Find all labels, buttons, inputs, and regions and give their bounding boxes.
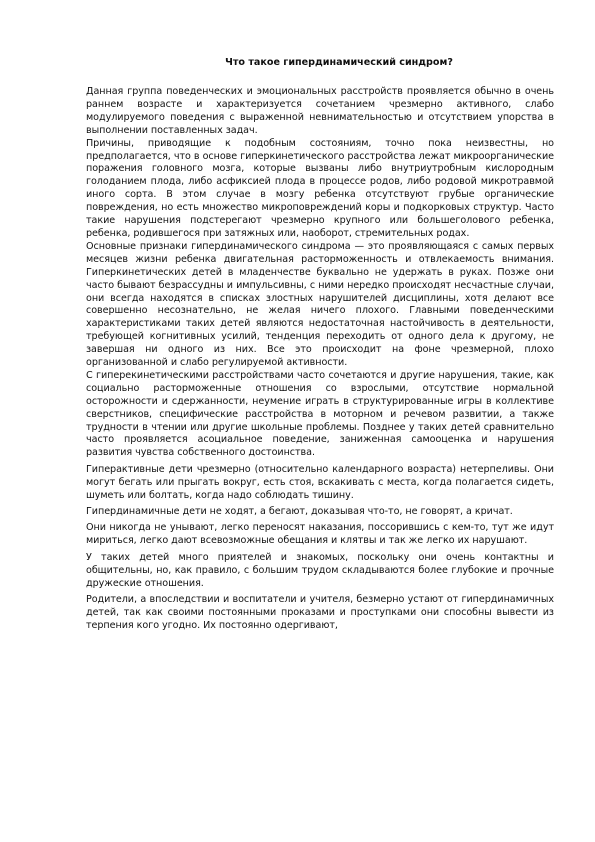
paragraph-running: Гипердинамичные дети не ходят, а бегают, доказывая что-то, не говорят, а кричат. — [86, 506, 513, 517]
paragraph-never-discouraged: Они никогда не унывают, легко переносят наказания, поссорившись с кем-то, тут же идут мириться, легко дают всевозможные обещания и клятвы и так же легко их нарушают. — [86, 522, 554, 547]
paragraph-impatience: Гиперактивные дети чрезмерно (относительно календарного возраста) нетерпеливы. Они могут бегать или прыгать вокруг, есть стоя, вскакивать с места, когда полагается сидеть, шуметь или болтать, когда надо соблюдать тишину. — [86, 463, 554, 501]
paragraph-comorbid-disorders: С гиперекинетическими расстройствами часто сочетаются и другие нарушения, такие, как социально расторможенные отношения со взрослыми, отсутствие нормальной осторожности и сдержанности, неумение играть в структурированные игры в коллективе сверстников, специфические расстройства в моторном и речевом развитии, а также трудности в чтении или другие школьные проблемы. Позднее у таких детей сравнительно часто проявляется асоциальное поведение, заниженная самооценка и нарушения развития чувства собственного достоинства. — [86, 369, 554, 459]
document-page — [86, 56, 554, 633]
paragraph-friends: У таких детей много приятелей и знакомых, поскольку они очень контактны и общительны, но, как правило, с большим трудом складываются более глубокие и прочные дружеские отношения. — [86, 551, 554, 589]
paragraph-causes: Причины, приводящие к подобным состояниям, точно пока неизвестны, но предполагается, что в основе гиперкинетического расстройства лежат микроорганические поражения головного мозга, которые вызваны либо внутриутробным кислородным голоданием плода, либо асфиксией плода в процессе родов, либо родовой микротравмой иного сорта. В этом случае в мозгу ребенка отсутствуют грубые органические повреждения, но есть множество микроповреждений коры и подкорковых структур. Часто такие нарушения подстерегают чрезмерно крупного или большеголового ребенка, ребенка, родившегося при затяжных или, наоборот, стремительных родах. — [86, 137, 554, 239]
paragraph-intro: Данная группа поведенческих и эмоциональных расстройств проявляется обычно в очень раннем возрасте и характеризуется сочетанием чрезмерно активного, слабо модулируемого поведения с выраженной невнимательностью и отсутствием упорства в выполнении поставленных задач. — [86, 86, 554, 136]
document-title: Что такое гипердинамический синдром? — [225, 57, 453, 68]
paragraph-main-signs: Основные признаки гипердинамического синдрома — это проявляющаяся с самых первых месяцев жизни ребенка двигательная расторможенность и отвлекаемость внимания. Гиперкинетических детей в младенчестве буквально не удержать в руках. Позже они часто бывают безрассудны и импульсивны, с ними нередко происходят несчастные случаи, они всегда находятся в списках злостных нарушителей дисциплины, хотя делают все совершенно несознательно, не желая ничего плохого. Главными поведенческими характеристиками таких детей являются недостаточная настойчивость в деятельности, требующей когнитивных усилий, тенденция переходить от одного дела к другому, не завершая ни одного из них. Все это происходит на фоне чрезмерной, плохо организованной и слабо регулируемой активности. — [86, 240, 554, 369]
paragraph-parents: Родители, а впоследствии и воспитатели и учителя, безмерно устают от гипердинамичных детей, так как своими постоянными проказами и проступками они способны вывести из терпения кого угодно. Их постоянно одергивают, — [86, 593, 554, 631]
